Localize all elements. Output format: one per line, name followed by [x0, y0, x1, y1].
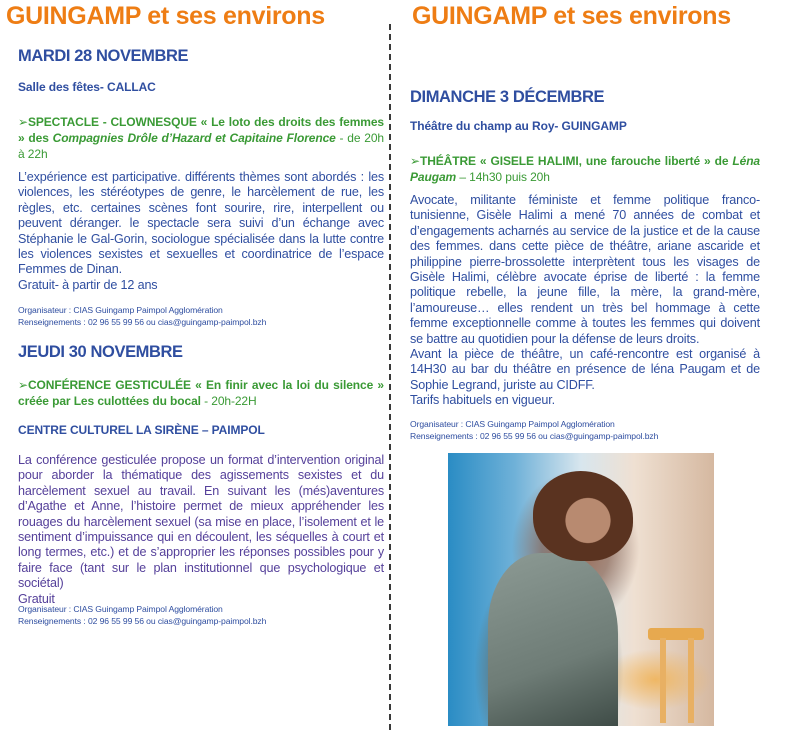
event-price: Gratuit [18, 591, 55, 606]
event-description: Avocate, militante féministe et femme politique franco-tunisienne, Gisèle Halimi a mené 70 années de combat et d’engagements acharnés au service de la justice et de la cause des femmes. dans cette pièce de théâtre, ariane ascaride et philippine pierre-brossolette interprètent tous les visages de Gisèle Halimi, célèbre avocate éprise de liberté : la femme politique rebelle, la jeune fille, la mère, la grand-mère, l’amoureuse… elles rendent un très bel hommage à cette femme exceptionnelle comme à toutes les femmes qui doivent se battre au quotidien pour la défense de leurs droits. Avant la pièce de théâtre, un café-rencontre est organisé à 14H30 au bar du théâtre en présence de léna Paugam et de Sophie Legrand, juriste au CIDFF. Tarifs habituels en vigueur. [410, 193, 760, 408]
photo-stool-leg [660, 638, 666, 723]
event-venue: Théâtre du champ au Roy- GUINGAMP [410, 119, 627, 133]
event-contact[interactable]: Renseignements : 02 96 55 99 56 ou cias@guingamp-paimpol.bzh [18, 317, 267, 327]
event-title: ➢THÉÂTRE « GISELE HALIMI, une farouche liberté » de Léna Paugam – 14h30 puis 20h [410, 154, 760, 184]
event-day-heading: JEUDI 30 NOVEMBRE [18, 343, 183, 361]
event-description: L’expérience est participative. différents thèmes sont abordés : les violences, les stéréotypes de genre, le harcèlement de rue, les règles, etc. certaines scènes font sourire, rire, interpellent ou peuvent déranger. le spectacle sera suivi d’un échange avec Stéphanie le Gal-Gorin, sociologue spécialisée dans la lutte contre les violences sexistes et sexuelles et coordinatrice de l’espace Femmes de Dinan. Gratuit- à partir de 12 ans [18, 170, 384, 292]
banner-title: GUINGAMP et ses environs [6, 2, 325, 30]
event-venue: Salle des fêtes- CALLAC [18, 80, 156, 94]
arrow-bullet-icon: ➢ [18, 378, 28, 392]
event-description: La conférence gesticulée propose un format d’intervention original pour aborder la thématique des agissements sexistes et du harcèlement sexuel au travail. En suivant les (més)aventures d’Agathe et Anne, l’histoire permet de mieux appréhender les rouages du harcèlement sexuel (sa mise en place, l’isolement et le sentiment d’impuissance qui en découlent, les séquelles à court et long termes, etc.) et de s’approprier les réponses possibles pour y faire face (tant sur le plan institutionnel que psychologique et sociétal) Gratuit [18, 453, 384, 606]
event-contact[interactable]: Renseignements : 02 96 55 99 56 ou cias@guingamp-paimpol.bzh [410, 431, 659, 441]
photo-stool [648, 628, 704, 640]
event-organizer: Organisateur : CIAS Guingamp Paimpol Agglomération [18, 305, 223, 315]
event-price: Gratuit- à partir de 12 ans [18, 277, 158, 292]
banner-title: GUINGAMP et ses environs [412, 2, 731, 30]
photo-figure-body [488, 553, 618, 726]
arrow-bullet-icon: ➢ [410, 154, 420, 168]
photo-stool-leg [688, 638, 694, 723]
event-description-extra: Avant la pièce de théâtre, un café-rencontre est organisé à 14H30 au bar du théâtre en présence de léna Paugam et de Sophie Legrand, juriste au CIDFF. [410, 347, 760, 392]
event-photo [448, 453, 714, 726]
event-day-heading: MARDI 28 NOVEMBRE [18, 47, 189, 65]
event-organizer: Organisateur : CIAS Guingamp Paimpol Agglomération [18, 604, 223, 614]
event-day-heading: DIMANCHE 3 DÉCEMBRE [410, 88, 605, 106]
photo-figure-head [533, 471, 633, 561]
event-contact[interactable]: Renseignements : 02 96 55 99 56 ou cias@guingamp-paimpol.bzh [18, 616, 267, 626]
arrow-bullet-icon: ➢ [18, 115, 28, 129]
event-title: ➢SPECTACLE - CLOWNESQUE « Le loto des droits des femmes » des Compagnies Drôle d’Hazard et Capitaine Florence - de 20h à 22h [18, 115, 385, 161]
event-venue: CENTRE CULTUREL LA SIRÈNE – PAIMPOL [18, 423, 265, 437]
event-price: Tarifs habituels en vigueur. [410, 393, 555, 408]
event-title: ➢CONFÉRENCE GESTICULÉE « En finir avec la loi du silence » créée par Les culottées du bocal - 20h-22H [18, 378, 384, 408]
column-divider [389, 24, 391, 730]
event-organizer: Organisateur : CIAS Guingamp Paimpol Agglomération [410, 419, 615, 429]
